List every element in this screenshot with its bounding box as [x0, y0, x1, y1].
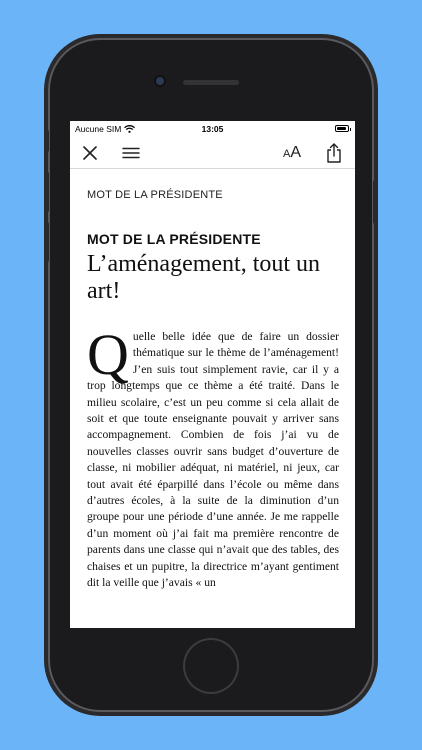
carrier-label: Aucune SIM [75, 124, 122, 134]
article-content [87, 169, 339, 592]
close-icon [83, 146, 97, 160]
share-icon [326, 143, 342, 163]
text-size-icon: AA [282, 144, 301, 161]
battery-icon [335, 125, 349, 132]
home-button[interactable] [185, 640, 237, 692]
volume-up-button [45, 172, 49, 212]
section-header: MOT DE LA PRÉSIDENTE [87, 189, 223, 201]
article-body [87, 322, 339, 592]
article-body-text: uelle belle idée que de faire un dossier thématique sur le thème de l’aménagement! J’en suis tout simplement ravie, car il y a trop longtemps que ce thème a été traité. Dans le milieu scolaire, c’est un peu comme si cela allait de soit et que toute enseignante pouvait y arriver sans accompagnement. Combien de fois j’ai vu de nouvelles classes ouvrir sans budget d’ouverture de classe, ni mobilier adéquat, ni matériel, ni jeux, car tout avait été éparpillé dans l’école ou même dans d’autres écoles, à la suite de la diminution d’un groupe pour une période d’une année. Je me rappelle d’un moment où j’ai fait ma première rencontre de parents dans une classe qui n’avait que des tables, des chaises et un pupitre, la directrice m’ayant gentiment dit la veille que j’avais « un [87, 330, 339, 590]
menu-button[interactable] [121, 143, 141, 163]
earpiece-speaker [183, 80, 239, 85]
status-bar [70, 121, 355, 137]
reader-toolbar [70, 137, 355, 169]
drop-cap: Q [87, 322, 129, 387]
share-button[interactable] [325, 143, 343, 163]
screen [70, 121, 355, 628]
status-time: 13:05 [201, 124, 224, 134]
text-size-button[interactable] [281, 143, 303, 163]
volume-down-button [45, 222, 49, 262]
mute-switch [45, 130, 49, 152]
article-title: L’aménagement, tout un art! [87, 251, 321, 304]
battery-fill [337, 127, 346, 130]
menu-icon [122, 147, 140, 159]
power-button [373, 180, 377, 224]
article-kicker: MOT DE LA PRÉSIDENTE [87, 231, 261, 247]
front-camera [156, 77, 164, 85]
close-button[interactable] [82, 143, 98, 163]
